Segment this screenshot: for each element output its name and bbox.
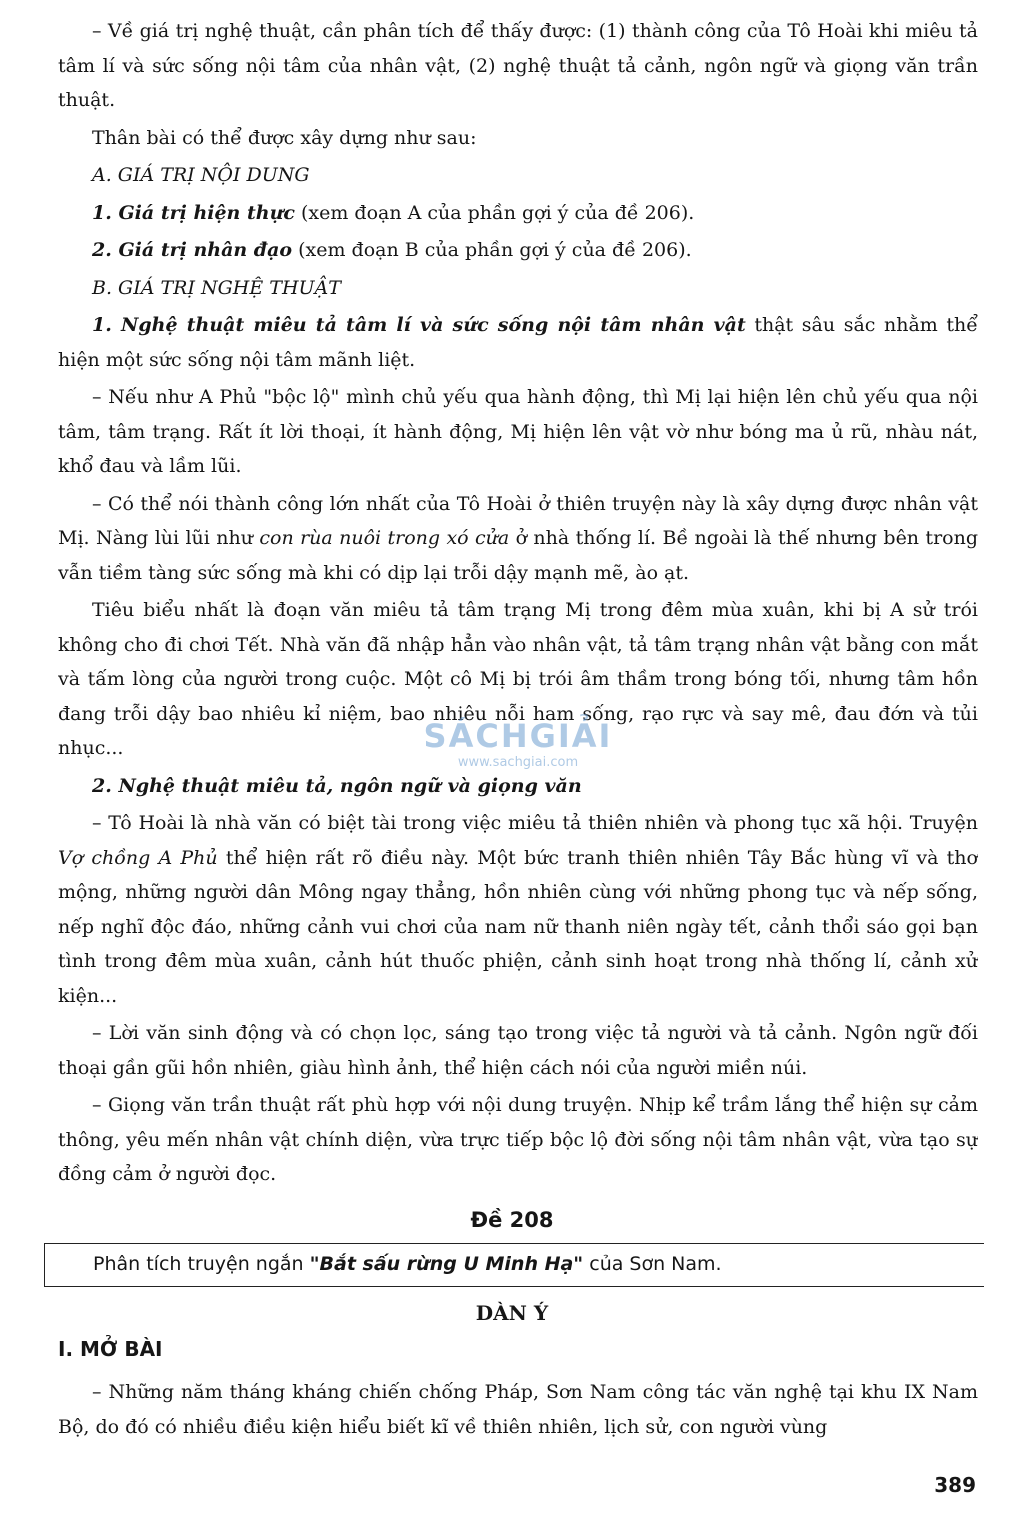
watermark	[408, 716, 628, 770]
exercise-title: Đề 208	[470, 1208, 554, 1232]
prompt-text: Phân tích truyện ngắn	[93, 1253, 310, 1275]
exercise-prompt-box	[44, 1243, 984, 1287]
section-heading-art-value: B. GIÁ TRỊ NGHỆ THUẬT	[92, 276, 341, 299]
paragraph-a-phu-mi: – Nếu như A Phủ "bộc lộ" mình chủ yếu qua hành động, thì Mị lại hiện lên chủ yếu qua nội tâm, tâm trạng. Rất ít lời thoại, ít hành động, Mị hiện lên vật vờ như bóng ma ủ rũ, nhàu nát, khổ đau và lầm lũi.	[58, 386, 978, 477]
paragraph-son-nam-intro: – Những năm tháng kháng chiến chống Pháp, Sơn Nam công tác văn nghệ tại khu IX Nam Bộ, do đó có nhiều điều kiện hiểu biết kĩ về thiên nhiên, lịch sử, con người vùng	[58, 1381, 978, 1438]
main-text-column	[58, 14, 978, 1192]
item-text: (xem đoạn A của phần gợi ý của đề 206).	[294, 201, 695, 224]
item-text: thật sâu sắc nhằm thể hiện một sức sống nội tâm mãnh liệt.	[58, 314, 978, 371]
text-run: – Có thể nói thành công lớn nhất của Tô Hoài ở thiên truyện này là xây dựng được nhân vật Mị. Nàng lùi lũi như	[58, 492, 978, 549]
italic-quote: con rùa nuôi trong xó cửa	[259, 527, 510, 549]
italic-book-title: Vợ chồng A Phủ	[58, 846, 218, 869]
watermark-logo: SÁCHGIẢI	[423, 717, 613, 755]
prompt-text: của Sơn Nam.	[583, 1253, 722, 1275]
paragraph-body-structure: Thân bài có thể được xây dựng như sau:	[92, 126, 477, 149]
item-humanist-value	[58, 233, 978, 268]
item-description-art	[58, 769, 978, 804]
prompt-story-title: "Bắt sấu rừng U Minh Hạ"	[309, 1253, 584, 1275]
paragraph-narrative-voice: – Giọng văn trần thuật rất phù hợp với nội dung truyện. Nhịp kể trầm lắng thể hiện sự cảm thông, yêu mến nhân vật chính diện, vừa trực tiếp bộc lộ đời sống nội tâm nhân vật, vừa tạo sự đồng cảm ở người đọc.	[58, 1094, 978, 1185]
paragraph-spring-night: Tiêu biểu nhất là đoạn văn miêu tả tâm trạng Mị trong đêm mùa xuân, khi bị A sử trói không cho đi chơi Tết. Nhà văn đã nhập hẳn vào nhân vật, tả tâm trạng nhân vật bằng con mắt và tấm lòng của người trong cuộc. Một cô Mị bị trói âm thầm trong bóng tối, nhưng tâm hồn đang trỗi dậy bao nhiêu kỉ niệm, bao nhiêu nỗi ham sống, rạo rực và say mê, đau đớn và tủi nhục...	[58, 599, 978, 759]
paragraph-nature-customs	[58, 806, 978, 1013]
paragraph-mi-character	[58, 487, 978, 591]
item-head: 1. Nghệ thuật miêu tả tâm lí và sức sống nội tâm nhân vật	[92, 314, 746, 336]
watermark-url: www.sachgiai.com	[457, 755, 579, 770]
text-run: – Tô Hoài là nhà văn có biệt tài trong việc miêu tả thiên nhiên và phong tục xã hội. Truyện	[92, 812, 978, 834]
item-psychology-art	[58, 308, 978, 377]
paragraph-language: – Lời văn sinh động và có chọn lọc, sáng tạo trong việc tả người và tả cảnh. Ngôn ngữ đối thoại gần gũi hồn nhiên, giàu hình ảnh, thể hiện cách nói của người miền núi.	[58, 1022, 978, 1079]
item-head: 2. Giá trị nhân đạo	[92, 239, 293, 261]
item-head: 1. Giá trị hiện thực	[92, 201, 295, 224]
page-number: 389	[934, 1473, 976, 1497]
text-run: thể hiện rất rõ điều này. Một bức tranh thiên nhiên Tây Bắc hùng vĩ và thơ mộng, những người dân Mông ngay thẳng, hồn nhiên cùng với những phong tục và nếp sống, nếp nghĩ độc đáo, những cảnh vui chơi của nam nữ thanh niên ngày tết, cảnh thổi sáo gọi bạn tình trong đêm mùa xuân, cảnh hút thuốc phiện, cảnh sinh hoạt trong nhà thống lí, cảnh xử kiện...	[58, 846, 978, 1007]
section-heading-content-value: A. GIÁ TRỊ NỘI DUNG	[92, 164, 310, 186]
section-heading-introduction: I. MỞ BÀI	[58, 1337, 163, 1361]
text-run: ở nhà thống lí. Bề ngoài là thế nhưng bên trong vẫn tiềm tàng sức sống mà khi có dịp lại trỗi dậy mạnh mẽ, ào ạt.	[58, 527, 978, 584]
item-realism-value	[58, 196, 978, 231]
item-text: (xem đoạn B của phần gợi ý của đề 206).	[292, 239, 692, 261]
item-head: 2. Nghệ thuật miêu tả, ngôn ngữ và giọng văn	[92, 774, 582, 797]
introduction-text	[58, 1375, 978, 1444]
outline-title: DÀN Ý	[475, 1301, 549, 1325]
paragraph-art-value-intro: – Về giá trị nghệ thuật, cần phân tích để thấy được: (1) thành công của Tô Hoài khi miêu tả tâm lí và sức sống nội tâm của nhân vật, (2) nghệ thuật tả cảnh, ngôn ngữ và giọng văn trần thuật.	[58, 20, 978, 111]
